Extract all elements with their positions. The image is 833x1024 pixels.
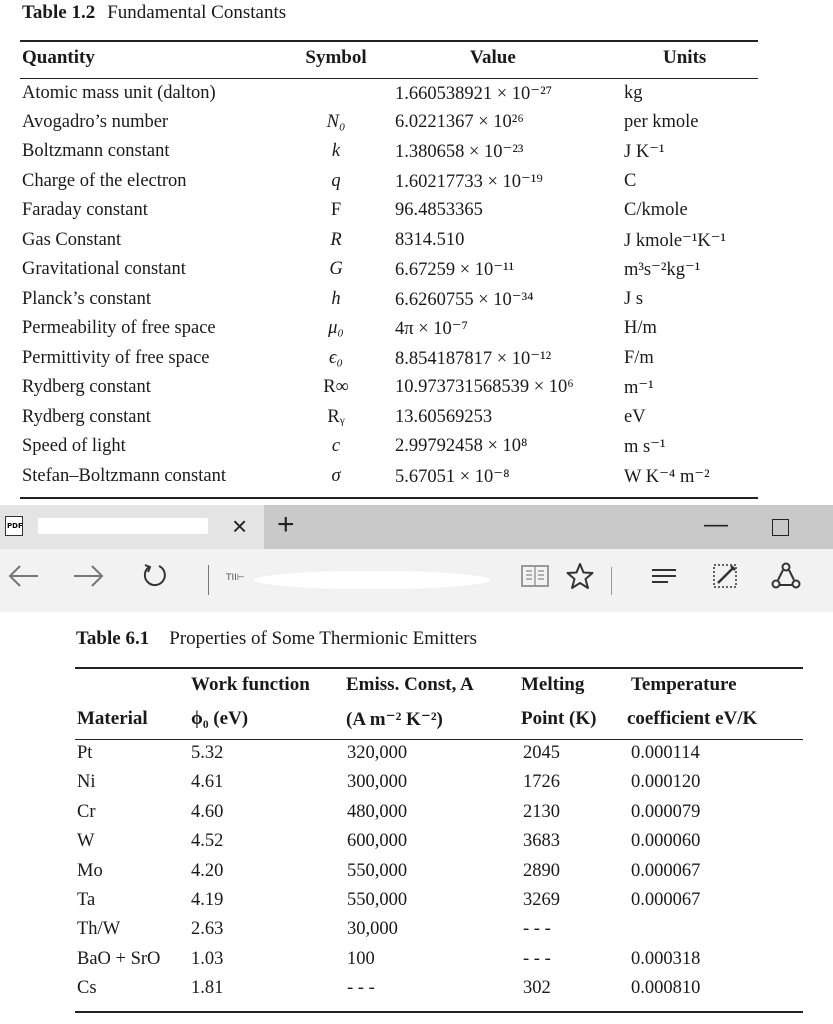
header-work-unit: ϕ₀ (eV) xyxy=(191,708,249,729)
table-row xyxy=(0,112,833,141)
cell-temp-coefficient: 0.000318 xyxy=(631,949,701,969)
cell-value: 4π × 10⁻⁷ xyxy=(395,319,468,339)
cell-melting-point: 2045 xyxy=(523,743,560,763)
table-row xyxy=(0,141,833,170)
cell-temp-coefficient: 0.000120 xyxy=(631,772,701,792)
browser-chrome xyxy=(0,505,833,612)
cell-units: F/m xyxy=(624,348,654,368)
cell-symbol: μ₀ xyxy=(328,318,344,338)
cell-emiss-const: 30,000 xyxy=(347,919,398,939)
cell-temp-coefficient: 0.000060 xyxy=(631,831,701,851)
cell-melting-point: 302 xyxy=(523,978,551,998)
table-row xyxy=(0,289,833,318)
cell-value: 6.0221367 × 10²⁶ xyxy=(395,112,524,132)
table-row xyxy=(0,772,833,801)
table-row xyxy=(0,259,833,288)
header-melting-point: Point (K) xyxy=(521,708,597,729)
cell-value: 13.60569253 xyxy=(395,407,493,427)
close-icon[interactable]: × xyxy=(232,511,248,541)
cell-symbol: R xyxy=(330,230,342,250)
cell-units: kg xyxy=(624,83,643,103)
cell-value: 10.973731568539 × 10⁶ xyxy=(395,377,574,397)
cell-material: Mo xyxy=(77,861,103,881)
hub-icon[interactable] xyxy=(648,561,680,598)
pdf-icon: PDF xyxy=(5,516,23,536)
tab-bar xyxy=(0,505,833,549)
address-text: TII⊢ xyxy=(226,573,245,583)
header-material: Material xyxy=(77,708,148,729)
address-bar[interactable] xyxy=(214,567,510,593)
web-note-icon[interactable] xyxy=(710,561,742,598)
cell-quantity: Faraday constant xyxy=(22,200,148,220)
table-row xyxy=(0,348,833,377)
plus-icon[interactable]: + xyxy=(277,508,295,541)
cell-units: J kmole⁻¹K⁻¹ xyxy=(624,231,727,251)
header-value: Value xyxy=(470,47,516,68)
cell-units: C/kmole xyxy=(624,200,688,220)
table-row xyxy=(0,831,833,860)
header-temp-coefficient: coefficient eV/K xyxy=(627,708,758,729)
table-row xyxy=(0,466,833,495)
toolbar-separator xyxy=(611,567,612,595)
refresh-icon[interactable] xyxy=(140,561,170,598)
cell-temp-coefficient: 0.000079 xyxy=(631,802,701,822)
cell-work-function: 2.63 xyxy=(191,919,224,939)
cell-quantity: Avogadro’s number xyxy=(22,112,169,132)
table-top-rule xyxy=(20,40,758,42)
cell-emiss-const: 300,000 xyxy=(347,772,408,792)
cell-value: 5.67051 × 10⁻⁸ xyxy=(395,467,510,487)
cell-quantity: Charge of the electron xyxy=(22,171,187,191)
fundamental-constants-table xyxy=(0,0,833,505)
cell-work-function: 5.32 xyxy=(191,743,224,763)
cell-work-function: 4.61 xyxy=(191,772,224,792)
table-bottom-rule xyxy=(20,497,758,499)
cell-value: 8.854187817 × 10⁻¹² xyxy=(395,349,552,369)
cell-quantity: Permeability of free space xyxy=(22,318,216,338)
cell-units: W K⁻⁴ m⁻² xyxy=(624,467,710,487)
table-row xyxy=(0,890,833,919)
cell-emiss-const: - - - xyxy=(347,978,375,998)
table-row xyxy=(0,743,833,772)
cell-emiss-const: 550,000 xyxy=(347,890,408,910)
cell-value: 1.660538921 × 10⁻²⁷ xyxy=(395,84,553,104)
forward-icon[interactable] xyxy=(72,561,106,598)
cell-work-function: 1.81 xyxy=(191,978,224,998)
cell-quantity: Gravitational constant xyxy=(22,259,186,279)
cell-units: m s⁻¹ xyxy=(624,437,666,457)
cell-value: 6.6260755 × 10⁻³⁴ xyxy=(395,290,534,310)
cell-symbol: R∞ xyxy=(323,377,349,397)
cell-melting-point: - - - xyxy=(523,919,551,939)
cell-symbol: G xyxy=(329,259,343,279)
cell-quantity: Permittivity of free space xyxy=(22,348,210,368)
table-title: Properties of Some Thermionic Emitters xyxy=(169,628,478,649)
cell-quantity: Planck’s constant xyxy=(22,289,151,309)
cell-material: W xyxy=(77,831,95,851)
table-caption xyxy=(22,2,286,24)
table-top-rule xyxy=(75,667,803,669)
cell-symbol: k xyxy=(331,141,341,161)
cell-material: Cr xyxy=(77,802,96,822)
table-row xyxy=(0,83,833,112)
cell-symbol: h xyxy=(331,289,341,309)
header-work-function: Work function xyxy=(191,674,310,695)
back-icon[interactable] xyxy=(6,561,40,598)
table-title: Fundamental Constants xyxy=(107,2,287,23)
share-icon[interactable] xyxy=(770,561,802,598)
cell-material: Cs xyxy=(77,978,97,998)
cell-quantity: Boltzmann constant xyxy=(22,141,170,161)
cell-symbol: q xyxy=(331,171,341,191)
table-row xyxy=(0,802,833,831)
tab-pdf[interactable] xyxy=(0,505,264,549)
cell-units: H/m xyxy=(624,318,657,338)
cell-emiss-const: 600,000 xyxy=(347,831,408,851)
cell-value: 1.380658 × 10⁻²³ xyxy=(395,142,524,162)
cell-symbol: Rᵧ xyxy=(327,407,345,427)
cell-quantity: Gas Constant xyxy=(22,230,122,250)
cell-emiss-const: 550,000 xyxy=(347,861,408,881)
cell-symbol: σ xyxy=(331,466,341,486)
cell-quantity: Atomic mass unit (dalton) xyxy=(22,83,216,103)
table-header-rule xyxy=(20,78,758,79)
cell-work-function: 4.60 xyxy=(191,802,224,822)
cell-material: BaO + SrO xyxy=(77,949,161,969)
header-emiss-const: Emiss. Const, A xyxy=(346,674,474,695)
cell-symbol: N₀ xyxy=(326,112,346,132)
table-header-rule xyxy=(75,739,803,740)
address-divider xyxy=(208,565,209,595)
cell-units: per kmole xyxy=(624,112,699,132)
cell-work-function: 4.52 xyxy=(191,831,224,851)
cell-melting-point: 2890 xyxy=(523,861,560,881)
table-row xyxy=(0,318,833,347)
minimize-icon[interactable]: — xyxy=(704,511,728,538)
table-row xyxy=(0,407,833,436)
table-row xyxy=(0,919,833,948)
table-row xyxy=(0,978,833,1007)
reading-view-icon[interactable] xyxy=(519,561,551,598)
cell-quantity: Speed of light xyxy=(22,436,126,456)
cell-melting-point: 3683 xyxy=(523,831,560,851)
cell-melting-point: 3269 xyxy=(523,890,560,910)
table-number: Table 1.2 xyxy=(22,2,96,23)
cell-units: m³s⁻²kg⁻¹ xyxy=(624,260,701,280)
thermionic-emitters-table xyxy=(0,612,833,1024)
table-row xyxy=(0,200,833,229)
navigation-bar xyxy=(0,549,833,612)
cell-temp-coefficient: 0.000810 xyxy=(631,978,701,998)
cell-emiss-const: 100 xyxy=(347,949,375,969)
cell-work-function: 1.03 xyxy=(191,949,224,969)
cell-quantity: Stefan–Boltzmann constant xyxy=(22,466,226,486)
cell-value: 96.4853365 xyxy=(395,200,483,220)
maximize-icon[interactable] xyxy=(772,519,789,536)
tab-title-redacted xyxy=(38,518,208,534)
table-number: Table 6.1 xyxy=(76,628,150,649)
cell-work-function: 4.20 xyxy=(191,861,224,881)
cell-units: C xyxy=(624,171,637,191)
cell-emiss-const: 480,000 xyxy=(347,802,408,822)
table-header-row xyxy=(0,47,833,73)
table-row xyxy=(0,171,833,200)
header-melting: Melting xyxy=(521,674,585,695)
cell-melting-point: 1726 xyxy=(523,772,560,792)
cell-temp-coefficient: 0.000114 xyxy=(631,743,700,763)
table-row xyxy=(0,436,833,465)
cell-material: Ni xyxy=(77,772,96,792)
cell-work-function: 4.19 xyxy=(191,890,224,910)
cell-emiss-const: 320,000 xyxy=(347,743,408,763)
cell-symbol: ϵ₀ xyxy=(329,348,343,368)
cell-material: Pt xyxy=(77,743,93,763)
cell-value: 6.67259 × 10⁻¹¹ xyxy=(395,260,515,280)
cell-temp-coefficient: 0.000067 xyxy=(631,890,701,910)
cell-units: eV xyxy=(624,407,646,427)
cell-value: 1.60217733 × 10⁻¹⁹ xyxy=(395,172,543,192)
cell-symbol: c xyxy=(331,436,341,456)
header-temperature: Temperature xyxy=(631,674,737,695)
header-symbol: Symbol xyxy=(305,47,367,68)
table-caption xyxy=(76,628,477,650)
table-row xyxy=(0,230,833,259)
cell-material: Ta xyxy=(77,890,96,910)
header-emiss-unit: (A m⁻² K⁻²) xyxy=(346,709,443,730)
cell-material: Th/W xyxy=(77,919,121,939)
cell-quantity: Rydberg constant xyxy=(22,377,151,397)
table-row xyxy=(0,949,833,978)
table-bottom-rule xyxy=(75,1011,803,1013)
table-row xyxy=(0,377,833,406)
cell-symbol: F xyxy=(330,200,342,220)
cell-value: 8314.510 xyxy=(395,230,465,250)
favorite-star-icon[interactable] xyxy=(564,561,596,598)
address-redaction xyxy=(254,571,490,589)
table-row xyxy=(0,861,833,890)
cell-melting-point: - - - xyxy=(523,949,551,969)
cell-units: J K⁻¹ xyxy=(624,142,665,162)
cell-value: 2.99792458 × 10⁸ xyxy=(395,436,528,456)
cell-units: J s xyxy=(624,289,644,309)
cell-quantity: Rydberg constant xyxy=(22,407,151,427)
header-units: Units xyxy=(663,47,707,68)
header-quantity: Quantity xyxy=(22,47,95,68)
cell-melting-point: 2130 xyxy=(523,802,560,822)
cell-units: m⁻¹ xyxy=(624,378,654,398)
cell-temp-coefficient: 0.000067 xyxy=(631,861,701,881)
